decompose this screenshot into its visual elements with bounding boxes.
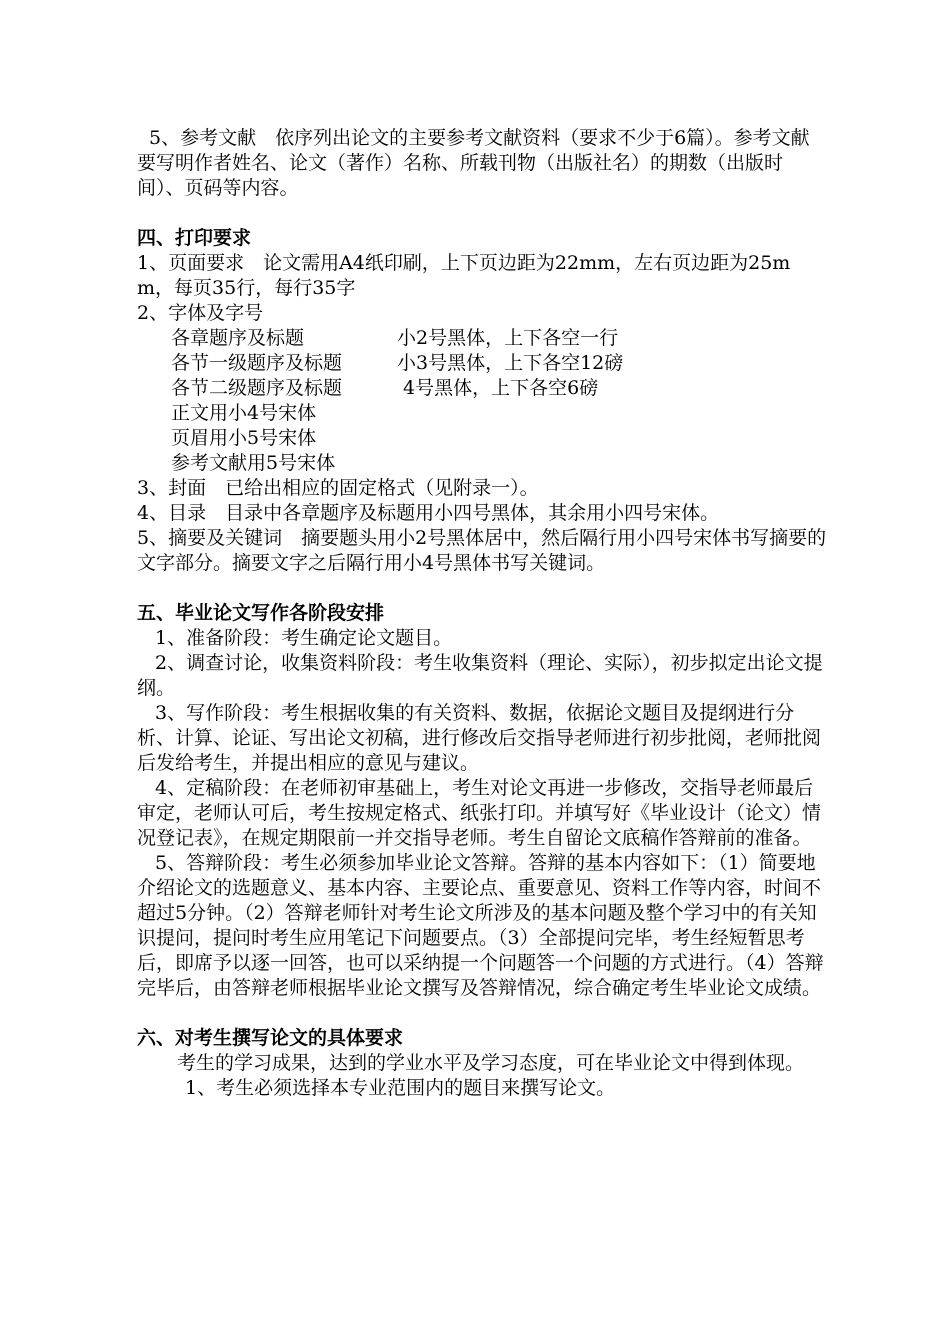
references-paragraph: 5、参考文献 依序列出论文的主要参考文献资料（要求不少于6篇）。参考文献要写明作者姓名、论文（著作）名称、所载刊物（出版社名）的期数（出版时间）、页码等内容。: [137, 127, 810, 199]
font-spec-line: 页眉用小5号宋体: [171, 427, 317, 449]
cover-requirement: 3、封面 已给出相应的固定格式（见附录一）。: [137, 477, 539, 499]
section-heading-stages: 五、毕业论文写作各阶段安排: [137, 602, 385, 624]
font-spec-line: 正文用小4号宋体: [171, 402, 317, 424]
font-size-heading: 2、字体及字号: [137, 302, 264, 324]
abstract-requirement: 5、摘要及关键词 摘要题头用小2号黑体居中，然后隔行用小四号宋体书写摘要的文字部分。摘要文字之后隔行用小4号黑体书写关键词。: [137, 527, 827, 574]
font-spec-list: [137, 326, 827, 476]
stage-prepare: 1、准备阶段：考生确定论文题目。: [155, 627, 453, 649]
section-heading-print: 四、打印要求: [137, 227, 252, 249]
stage-finalize: 4、定稿阶段：在老师初审基础上，考生对论文再进一步修改，交指导老师最后审定，老师认可后，考生按规定格式、纸张打印。并填写好《毕业设计（论文）情况登记表》，在规定期限前一并交指导老师。考生自留论文底稿作答辩前的准备。: [137, 777, 822, 849]
font-spec-line: 参考文献用5号宋体: [171, 452, 336, 474]
stage-defense: 5、答辩阶段：考生必须参加毕业论文答辩。答辩的基本内容如下：（1）简要地介绍论文的选题意义、基本内容、主要论点、重要意见、资料工作等内容，时间不超过5分钟。（2）答辩老师针对考生论文所涉及的基本问题及整个学习中的有关知识提问，提问时考生应用笔记下问题要点。（3）全部提问完毕，考生经短暂思考后，即席予以逐一回答，也可以采纳提一个问题答一个问题的方式进行。（4）答辩完毕后，由答辩老师根据毕业论文撰写及答辩情况，综合确定考生毕业论文成绩。: [137, 852, 824, 999]
requirements-intro: 考生的学习成果，达到的学业水平及学习态度，可在毕业论文中得到体现。: [177, 1052, 805, 1074]
font-spec-row: 各章题序及标题 小2号黑体，上下各空一行: [171, 327, 619, 349]
requirement-item: 1、考生必须选择本专业范围内的题目来撰写论文。: [185, 1077, 616, 1099]
font-spec-row: 各节二级题序及标题 4号黑体，上下各空6磅: [171, 377, 599, 399]
section-heading-requirements: 六、对考生撰写论文的具体要求: [137, 1027, 404, 1049]
stage-writing: 3、写作阶段：考生根据收集的有关资料、数据，依据论文题目及提纲进行分析、计算、论证、写出论文初稿，进行修改后交指导老师进行初步批阅，老师批阅后发给考生，并提出相应的意见与建议。: [137, 702, 822, 774]
document-body: [137, 126, 827, 1101]
toc-requirement: 4、目录 目录中各章题序及标题用小四号黑体，其余用小四号宋体。: [137, 502, 720, 524]
font-spec-row: 各节一级题序及标题 小3号黑体，上下各空12磅: [171, 352, 624, 374]
page-requirement: 1、页面要求 论文需用A4纸印刷，上下页边距为22mm，左右页边距为25mm，每页35行，每行35字: [137, 252, 791, 299]
stage-research: 2、调查讨论，收集资料阶段：考生收集资料（理论、实际），初步拟定出论文提纲。: [137, 652, 823, 699]
